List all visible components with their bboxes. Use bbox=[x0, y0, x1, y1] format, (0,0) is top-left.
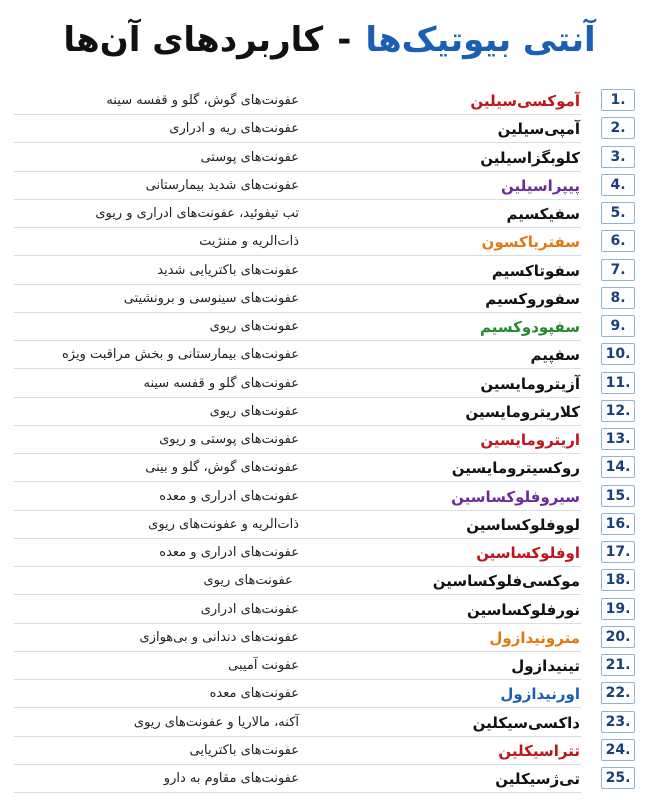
drug-name: اریترومایسین bbox=[480, 431, 580, 449]
title-separator: - bbox=[337, 20, 352, 60]
drug-name: پیپراسیلین bbox=[501, 176, 580, 195]
drug-use: عفونت‌های بیمارستانی و بخش مراقبت ویژه bbox=[61, 347, 299, 363]
drug-use: عفونت‌های دندانی و بی‌هوازی bbox=[139, 629, 299, 645]
drug-name: مترونیدازول bbox=[489, 628, 580, 647]
drug-name: لووفلوکساسین bbox=[466, 515, 580, 534]
row-divider bbox=[14, 623, 581, 624]
list-item bbox=[0, 597, 659, 625]
title-part2: کاربردهای آن‌ها bbox=[63, 20, 324, 60]
item-number: 5. bbox=[601, 202, 635, 224]
drug-use: عفونت آمیبی bbox=[228, 658, 299, 673]
drug-use: عفونت‌های باکتریایی شدید bbox=[157, 262, 299, 278]
drug-name: کلوبگزاسیلین bbox=[480, 148, 580, 167]
row-divider bbox=[14, 425, 581, 426]
list-item bbox=[0, 653, 659, 681]
list-item bbox=[0, 681, 659, 709]
row-divider bbox=[14, 707, 581, 708]
item-number: 13. bbox=[601, 428, 635, 450]
list-item bbox=[0, 512, 659, 540]
row-divider bbox=[14, 764, 581, 765]
drug-use: ذات‌الریه و مننژیت bbox=[199, 234, 299, 250]
drug-name: تی‌ژسیکلین bbox=[495, 770, 580, 788]
drug-name: روکسیترومایسین bbox=[451, 459, 580, 478]
page-title bbox=[0, 0, 659, 80]
drug-use: عفونت‌های ریوی bbox=[203, 573, 293, 589]
drug-name: داکسی‌سیکلین bbox=[472, 713, 580, 732]
row-divider bbox=[14, 736, 581, 737]
drug-use: عفونت‌های شدید بیمارستانی bbox=[145, 177, 299, 193]
list-item bbox=[0, 484, 659, 512]
drug-name: سفتریاکسون bbox=[481, 233, 580, 252]
item-number: 3. bbox=[601, 146, 635, 168]
item-number: 7. bbox=[601, 259, 635, 281]
drug-name: سفوتاکسیم bbox=[491, 261, 580, 280]
list-item bbox=[0, 286, 659, 314]
item-number: 21. bbox=[601, 654, 635, 676]
item-number: 12. bbox=[601, 400, 635, 422]
list-item bbox=[0, 314, 659, 342]
drug-use: عفونت‌های گوش، گلو و قفسه سینه bbox=[106, 93, 299, 108]
drug-use: تب تیفوئید، عفونت‌های ادراری و ریوی bbox=[95, 206, 299, 221]
item-number: 24. bbox=[601, 739, 635, 761]
list-item bbox=[0, 88, 659, 116]
list-item bbox=[0, 116, 659, 144]
row-divider bbox=[14, 284, 581, 285]
drug-use: عفونت‌های ادراری bbox=[200, 601, 299, 617]
drug-use: ذات‌الریه و عفونت‌های ریوی bbox=[148, 516, 299, 532]
drug-use: عفونت‌های ریوی bbox=[209, 403, 299, 419]
drug-use: عفونت‌های ادراری و معده bbox=[159, 488, 299, 504]
list-item bbox=[0, 710, 659, 738]
list-item bbox=[0, 258, 659, 286]
list-item bbox=[0, 342, 659, 370]
row-divider bbox=[14, 481, 581, 482]
list-item bbox=[0, 145, 659, 173]
list-item bbox=[0, 173, 659, 201]
drug-name: نورفلوکساسین bbox=[466, 600, 580, 619]
row-divider bbox=[14, 651, 581, 652]
item-number: 22. bbox=[601, 682, 635, 704]
list-item bbox=[0, 568, 659, 596]
drug-name: آزیترومایسین bbox=[480, 374, 580, 393]
list-item bbox=[0, 201, 659, 229]
row-divider bbox=[14, 368, 581, 369]
row-divider bbox=[14, 397, 581, 398]
item-number: 15. bbox=[601, 485, 635, 507]
item-number: 20. bbox=[601, 626, 635, 648]
list-item bbox=[0, 229, 659, 257]
drug-name: تینیدازول bbox=[511, 657, 580, 675]
row-divider bbox=[14, 792, 581, 793]
item-number: 1. bbox=[601, 89, 635, 111]
drug-use: آکنه، مالاریا و عفونت‌های ریوی bbox=[133, 714, 299, 730]
drug-use: عفونت‌های ادراری و معده bbox=[159, 545, 299, 560]
list-item bbox=[0, 766, 659, 794]
item-number: 8. bbox=[601, 287, 635, 309]
item-number: 6. bbox=[601, 230, 635, 252]
row-divider bbox=[14, 679, 581, 680]
drug-name: کلاریترومایسین bbox=[465, 402, 580, 421]
list-item bbox=[0, 625, 659, 653]
drug-name: موکسی‌فلوکساسین bbox=[432, 572, 580, 591]
drug-use: عفونت‌های گلو و قفسه سینه bbox=[143, 375, 299, 391]
list-item bbox=[0, 371, 659, 399]
item-number: 16. bbox=[601, 513, 635, 535]
item-number: 11. bbox=[601, 372, 635, 394]
list-item bbox=[0, 738, 659, 766]
drug-use: عفونت‌های مقاوم به دارو bbox=[163, 771, 299, 786]
drug-name: اوفلوکساسین bbox=[476, 544, 580, 562]
row-divider bbox=[14, 171, 581, 172]
item-number: 2. bbox=[601, 117, 635, 139]
item-number: 10. bbox=[601, 343, 635, 365]
drug-name: سفپودوکسیم bbox=[480, 318, 580, 336]
drug-use: عفونت‌های پوستی bbox=[200, 149, 299, 165]
drug-use: عفونت‌های ریوی bbox=[209, 319, 299, 334]
item-number: 18. bbox=[601, 569, 635, 591]
drug-name: سفپیم bbox=[530, 346, 580, 365]
item-number: 23. bbox=[601, 711, 635, 733]
row-divider bbox=[14, 142, 581, 143]
item-number: 25. bbox=[601, 767, 635, 789]
drug-name: سفوروکسیم bbox=[485, 289, 580, 308]
row-divider bbox=[14, 199, 581, 200]
drug-use: عفونت‌های ریه و ادراری bbox=[169, 121, 299, 137]
drug-use: عفونت‌های معده bbox=[209, 686, 299, 702]
row-divider bbox=[14, 114, 581, 115]
drug-name: سفیکسیم bbox=[506, 205, 580, 223]
drug-use: عفونت‌های سینوسی و برونشیتی bbox=[123, 290, 299, 306]
row-divider bbox=[14, 255, 581, 256]
item-number: 17. bbox=[601, 541, 635, 563]
list-item bbox=[0, 399, 659, 427]
item-number: 19. bbox=[601, 598, 635, 620]
row-divider bbox=[14, 340, 581, 341]
row-divider bbox=[14, 594, 581, 595]
item-number: 14. bbox=[601, 456, 635, 478]
row-divider bbox=[14, 510, 581, 511]
drug-name: سیروفلوکساسین bbox=[451, 487, 580, 506]
drug-name: آموکسی‌سیلین bbox=[470, 92, 580, 110]
drug-use: عفونت‌های پوستی و ریوی bbox=[159, 432, 299, 447]
row-divider bbox=[14, 538, 581, 539]
list-item bbox=[0, 427, 659, 455]
drug-use: عفونت‌های باکتریایی bbox=[189, 742, 299, 758]
drug-use: عفونت‌های گوش، گلو و بینی bbox=[145, 460, 299, 476]
row-divider bbox=[14, 227, 581, 228]
drug-name: تتراسیکلین bbox=[498, 741, 580, 760]
drug-name: آمپی‌سیلین bbox=[497, 120, 580, 139]
row-divider bbox=[14, 453, 581, 454]
item-number: 9. bbox=[601, 315, 635, 337]
title-part1: آنتی بیوتیک‌ها bbox=[365, 20, 596, 60]
list-item bbox=[0, 455, 659, 483]
item-number: 4. bbox=[601, 174, 635, 196]
drug-name: اورنیدازول bbox=[500, 685, 580, 704]
row-divider bbox=[14, 566, 581, 567]
list-item bbox=[0, 540, 659, 568]
row-divider bbox=[14, 312, 581, 313]
